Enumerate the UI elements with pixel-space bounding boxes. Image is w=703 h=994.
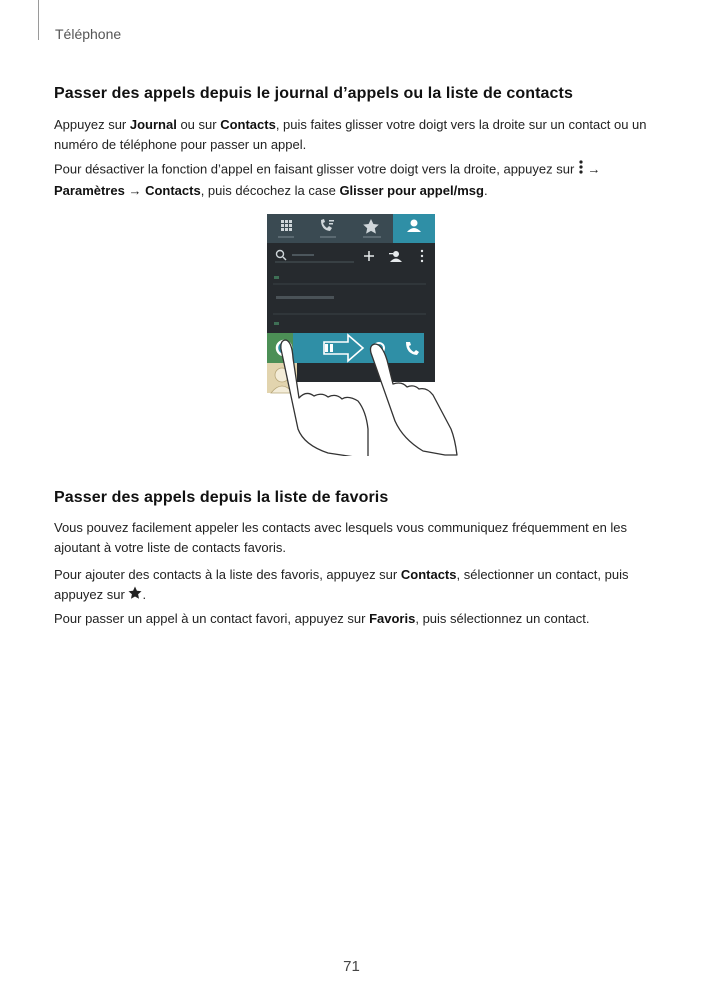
arrow-text: → [124,183,146,198]
paragraph-swipe-call [54,115,654,155]
text: , puis sélectionnez un contact. [415,611,590,626]
paragraph-add-favorite [54,565,654,606]
more-icon [421,250,423,262]
contact-name-blur [276,296,334,299]
page-number: 71 [343,958,360,975]
text: . [142,587,147,602]
arrow-text: → [583,161,601,177]
index-letter [274,322,279,325]
text: Pour ajouter des contacts à la liste des favoris, appuyez sur [54,567,401,582]
text: Pour passer un appel à un contact favori, appuyez sur [54,611,370,626]
term-contacts: Contacts [220,117,276,132]
term-contacts: Contacts [400,567,457,582]
search-placeholder [292,254,314,256]
tab-label [320,236,336,238]
tab-label [278,236,294,238]
text: , sélectionner un contact, puis appuyez sur [54,567,629,602]
term-journal: Journal [129,117,177,132]
star-icon [128,586,142,606]
text: , puis faites glisser votre doigt vers la droite sur un contact ou un numéro de téléphone pour passer un appel. [54,117,647,152]
swipe-to-call-illustration [266,214,496,456]
text: ou sur [176,117,221,132]
term-contacts: Contacts [145,183,201,198]
text: Pour désactiver la fonction d’appel en faisant glisser votre doigt vers la droite, appuyez sur [54,161,578,177]
paragraph-favorites-intro: Vous pouvez facilement appeler les contacts avec lesquels vous communiquez fréquemment en les ajoutant à votre liste de contacts favoris. [54,520,628,555]
term-favoris: Favoris [369,611,416,626]
paragraph-disable-swipe [54,159,654,201]
header-rule [38,0,39,40]
tab-label [363,236,381,238]
text: . [483,183,488,198]
running-header: Téléphone [55,26,122,42]
keypad-icon [281,220,292,231]
paragraph-call-favorite [54,609,654,629]
index-letter [274,276,279,279]
term-glisser: Glisser pour appel/msg [339,183,484,198]
section-title-journal: Passer des appels depuis le journal d’appels ou la liste de contacts [54,85,573,102]
term-parametres: Paramètres [54,183,125,198]
section-title-favoris: Passer des appels depuis la liste de favoris [54,489,389,506]
text: Appuyez sur [54,117,130,132]
text: , puis décochez la case [200,183,340,198]
